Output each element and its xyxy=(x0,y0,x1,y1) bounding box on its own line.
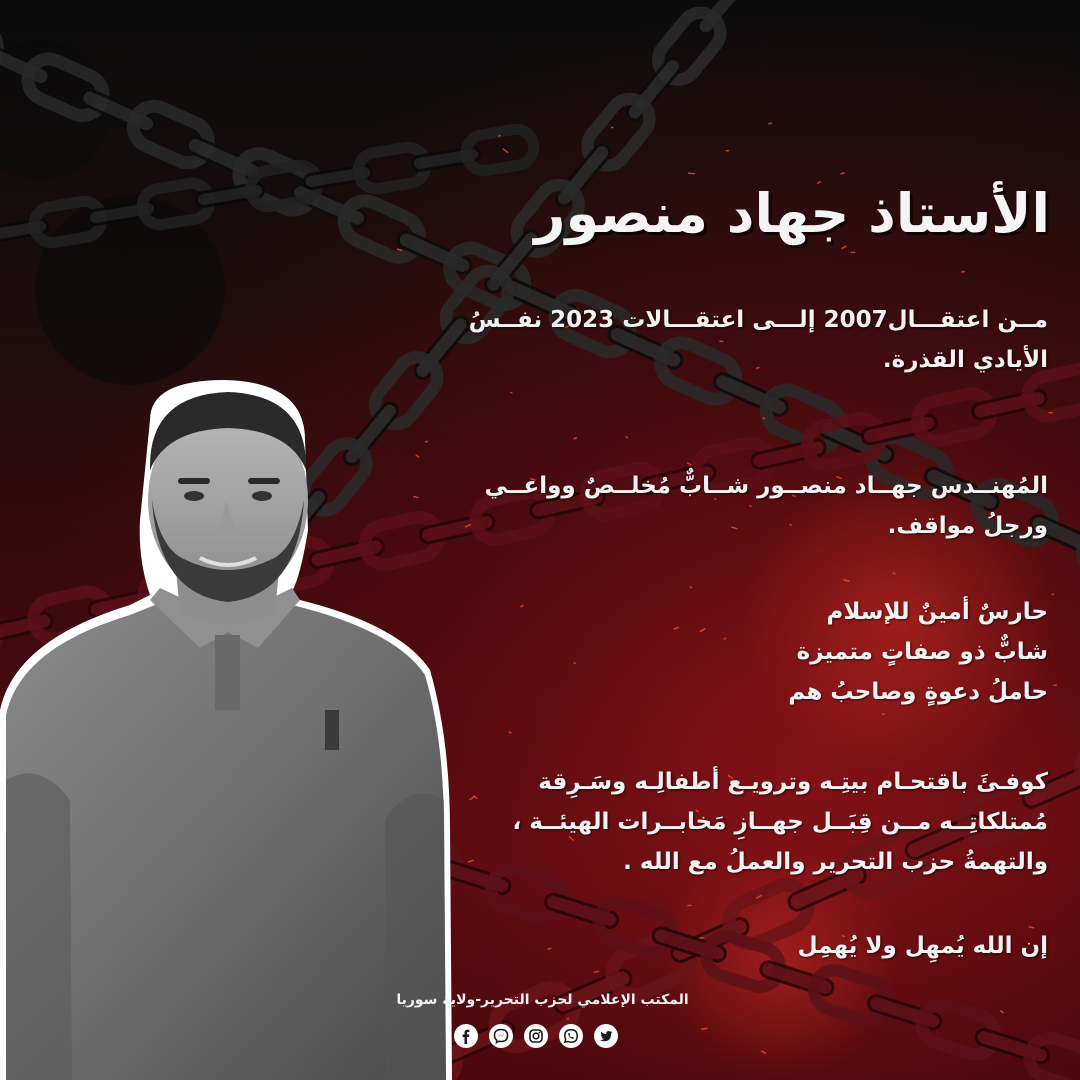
paragraph-raid-details xyxy=(408,762,1048,882)
spark xyxy=(397,248,403,251)
text-line: حاملُ دعوةٍ وصاحبُ هم xyxy=(788,679,1048,705)
twitter-icon[interactable] xyxy=(594,1024,618,1048)
text-line: ورجلُ مواقف. xyxy=(887,513,1048,539)
chain-link xyxy=(127,100,215,170)
spark xyxy=(768,122,772,124)
poster-title: الأستاذ جهاد منصور xyxy=(534,182,1050,245)
spark xyxy=(594,971,599,973)
spark xyxy=(1000,1010,1004,1013)
spark xyxy=(1053,684,1057,686)
text-line: مُمتلكاتِــه مــن قِبَــل جهــازِ مَخابــرات الهيئــة ، xyxy=(512,809,1048,835)
spark xyxy=(508,731,511,733)
spark xyxy=(573,437,577,440)
spark xyxy=(510,392,512,394)
instagram-icon[interactable] xyxy=(524,1024,548,1048)
text-line: المُهنــدس جهــاد منصــور شــابٌّ مُخلــصٌ وواعــي xyxy=(484,473,1048,499)
text-line: إن الله يُمهِل ولا يُهمِل xyxy=(797,933,1048,959)
text-line: كوفـئَ باقتحـام بيتِـه وترويـع أطفالِـه وسَـرِقة xyxy=(538,769,1048,795)
chain-link xyxy=(338,194,426,264)
person-photo xyxy=(0,380,460,1080)
paragraph-arrest-history xyxy=(408,300,1048,380)
text-line: مــن اعتقـــال2007 إلـــى اعتقـــالات 2023 نفــسُ xyxy=(468,307,1048,333)
paragraph-engineer-description xyxy=(408,466,1048,546)
social-icons-row xyxy=(454,1024,618,1050)
whatsapp-icon[interactable] xyxy=(559,1024,583,1048)
facebook-icon[interactable] xyxy=(454,1024,478,1048)
spark xyxy=(840,172,845,175)
spark xyxy=(961,271,965,273)
spark xyxy=(688,172,695,174)
messenger-icon[interactable] xyxy=(489,1024,513,1048)
spark xyxy=(726,150,729,152)
spark xyxy=(502,148,508,153)
footer-media-office: المكتب الإعلامي لحزب التحرير-ولاية سوريا xyxy=(396,992,689,1008)
paragraph-qualities xyxy=(408,592,1048,712)
spark xyxy=(841,246,846,250)
text-line: والتهمةُ حزب التحرير والعملُ مع الله . xyxy=(623,849,1048,875)
text-line: شابٌّ ذو صفاتٍ متميزة xyxy=(796,639,1048,665)
spark xyxy=(1049,412,1053,414)
text-line: حارسٌ أمينٌ للإسلام xyxy=(826,599,1048,625)
chain-link xyxy=(1025,1033,1080,1080)
text-line: الأيادي القذرة. xyxy=(882,347,1048,373)
paragraph-closing-phrase xyxy=(408,926,1048,966)
spark xyxy=(850,252,855,254)
spark xyxy=(689,586,692,589)
spark xyxy=(625,436,628,439)
spark xyxy=(611,126,614,128)
